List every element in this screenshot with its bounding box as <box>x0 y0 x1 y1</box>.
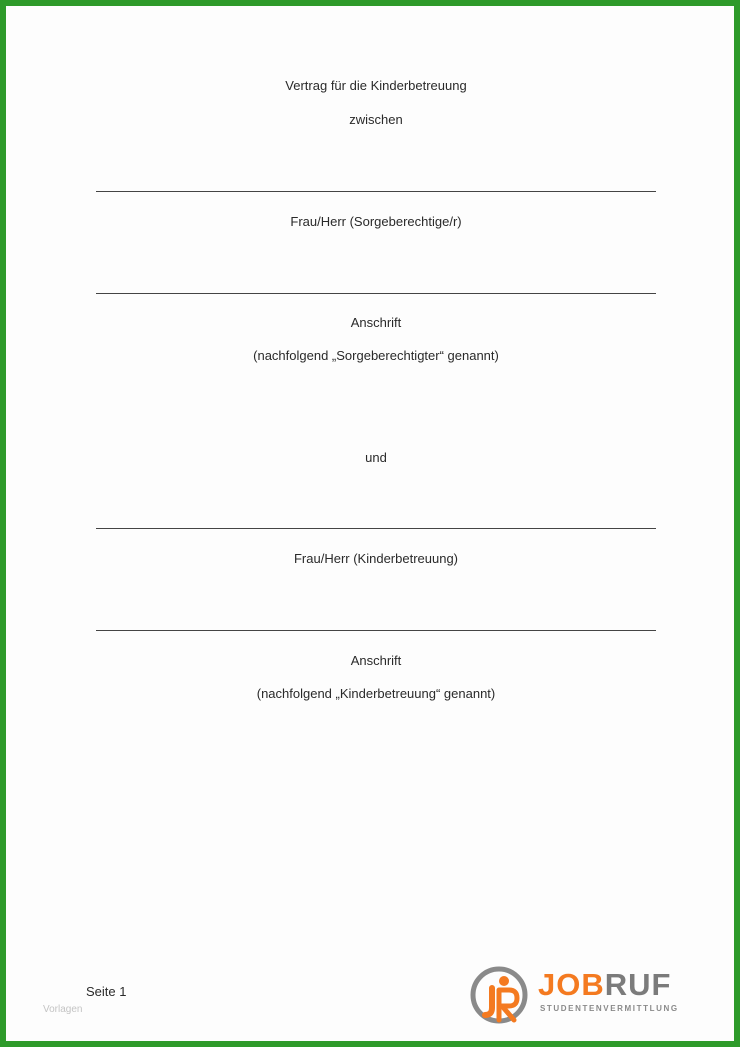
jobruf-logo <box>468 964 688 1026</box>
logo-tagline: STUDENTENVERMITTLUNG <box>540 1004 679 1013</box>
page-number: Seite 1 <box>86 984 127 999</box>
party1-name-label: Frau/Herr (Sorgeberechtige/r) <box>290 214 462 229</box>
between-text: zwischen <box>349 112 403 127</box>
party2-address-line <box>96 630 656 631</box>
party2-address-label: Anschrift <box>350 653 402 668</box>
party1-name-line <box>96 191 656 192</box>
logo-wordmark: JOBRUF <box>538 967 672 1002</box>
party1-address-label: Anschrift <box>350 315 402 330</box>
party2-name-line <box>96 528 656 529</box>
contract-title: Vertrag für die Kinderbetreuung <box>285 78 467 93</box>
watermark-text: Vorlagen <box>43 1004 83 1015</box>
and-text: und <box>365 450 387 465</box>
party2-alias: (nachfolgend „Kinderbetreuung“ genannt) <box>256 686 496 701</box>
party1-address-line <box>96 293 656 294</box>
party2-name-label: Frau/Herr (Kinderbetreuung) <box>293 551 459 566</box>
jobruf-jr-logo-icon <box>468 964 530 1026</box>
party1-alias: (nachfolgend „Sorgeberechtigter“ genannt) <box>253 348 499 363</box>
